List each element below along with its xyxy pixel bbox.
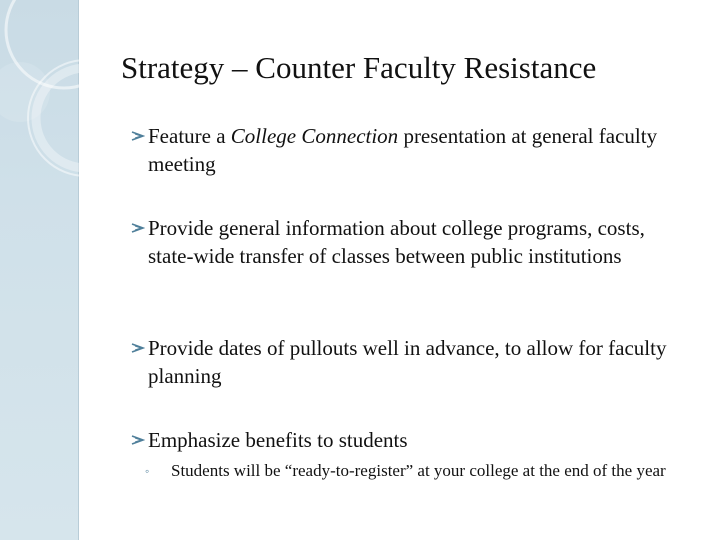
sub-bullet-text: Students will be “ready-to-register” at your college at the end of the year (171, 461, 666, 480)
bullet-text: Feature a College Connection presentation at general faculty meeting (148, 124, 658, 176)
bullet-item (131, 122, 686, 178)
bullet-item (131, 334, 686, 390)
sub-bullet-circle-icon: ◦ (145, 464, 150, 478)
bullet-arrow-icon (131, 223, 145, 233)
sub-bullet-item (145, 459, 690, 483)
bullet-item (131, 426, 686, 454)
decorative-circles (0, 0, 150, 200)
bullet-arrow-icon (131, 435, 145, 445)
decorative-side-band (0, 0, 79, 540)
bullet-text: Provide dates of pullouts well in advance, to allow for faculty planning (148, 336, 667, 388)
bullet-text: Emphasize benefits to students (148, 428, 408, 452)
bullet-arrow-icon (131, 343, 145, 353)
bullet-text: Provide general information about college programs, costs, state-wide transfer of classes between public institutions (148, 216, 645, 268)
bullet-arrow-icon (131, 131, 145, 141)
slide-title: Strategy – Counter Faculty Resistance (121, 50, 597, 85)
bullet-item (131, 214, 686, 270)
